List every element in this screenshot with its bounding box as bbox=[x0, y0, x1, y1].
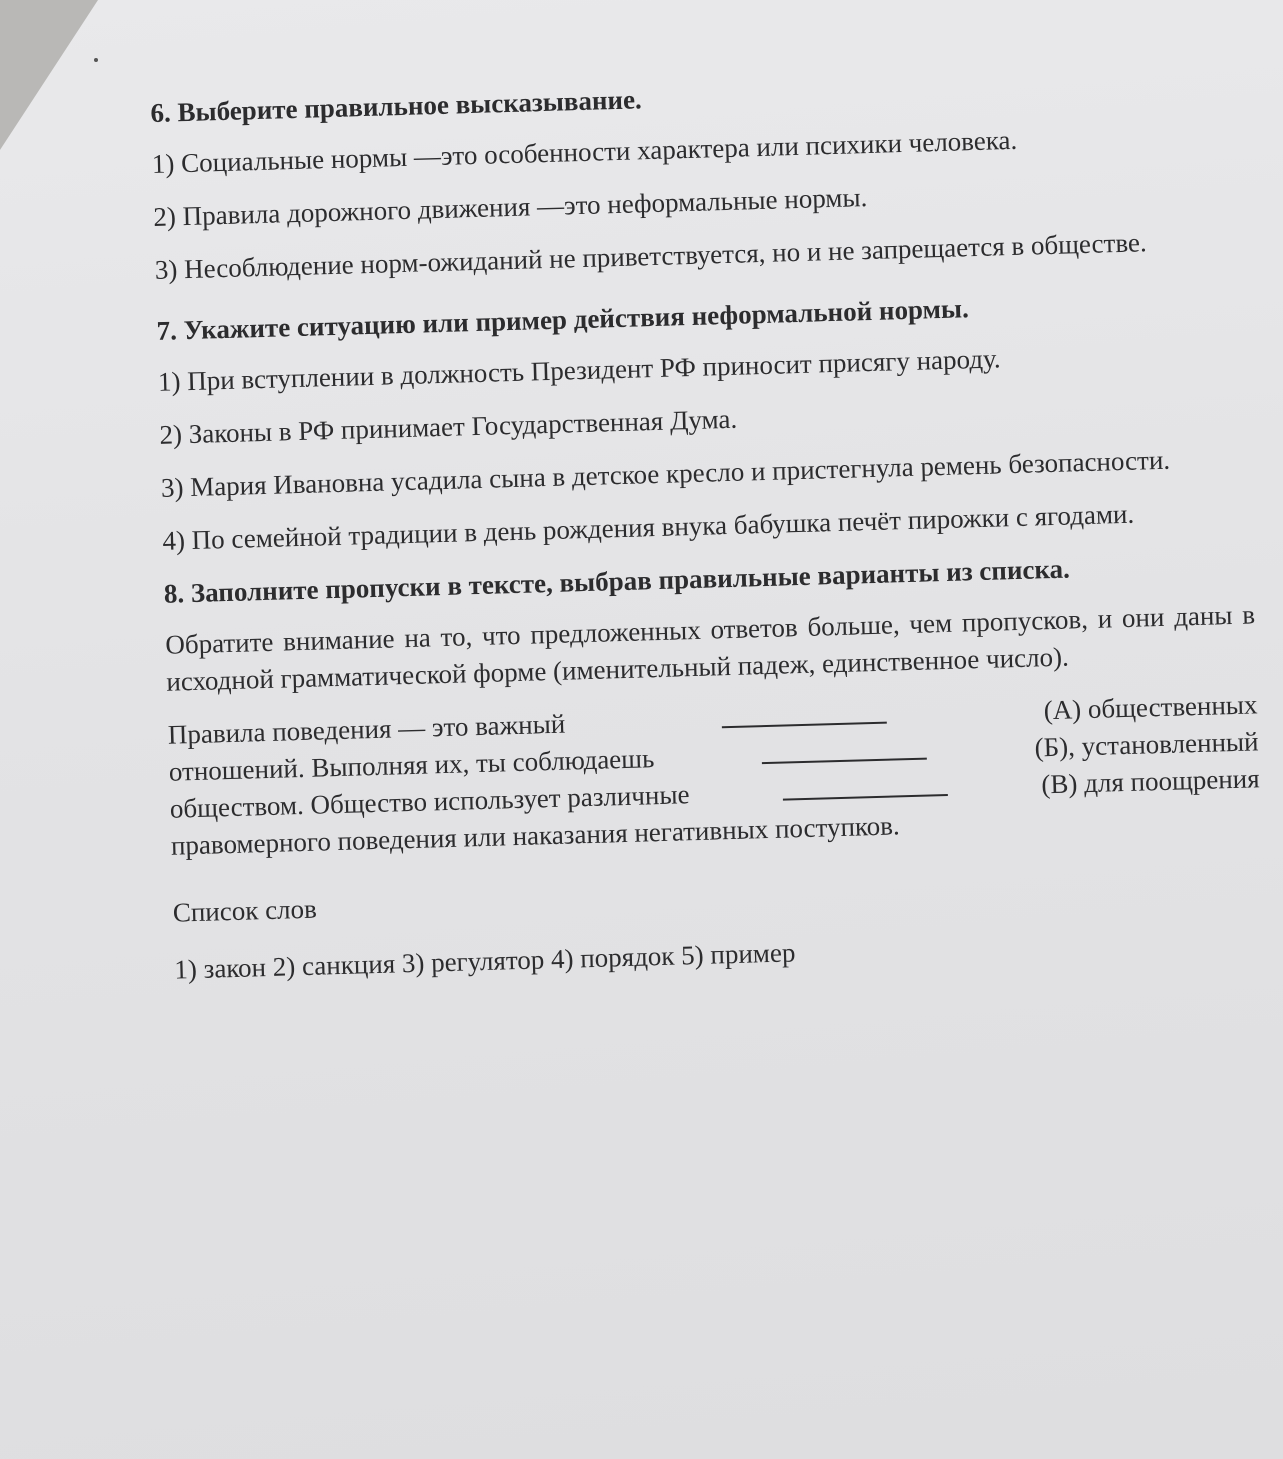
question-7-option-1: 1) При вступлении в должность Президент РФ приносит присягу народу. bbox=[157, 343, 1001, 397]
question-7 bbox=[156, 282, 1252, 559]
question-6-option-3: 3) Несоблюдение норм-ожиданий не приветствуется, но и не запрещается в обществе. bbox=[154, 227, 1148, 285]
question-8 bbox=[163, 545, 1264, 988]
fill-in-text bbox=[167, 686, 1261, 864]
question-7-title: 7. Укажите ситуацию или пример действия неформальной нормы. bbox=[156, 293, 970, 346]
fill-line-3-label: (В) для поощрения bbox=[1041, 763, 1260, 800]
blank-a[interactable] bbox=[722, 700, 888, 729]
document-content bbox=[150, 65, 1265, 989]
question-6 bbox=[150, 65, 1245, 289]
question-7-option-4: 4) По семейной традиции в день рождения внука бабушка печёт пирожки с ягодами. bbox=[162, 498, 1135, 556]
question-7-option-3: 3) Мария Ивановна усадила сына в детское кресло и пристегнула ремень безопасности. bbox=[160, 444, 1171, 503]
question-6-option-2: 2) Правила дорожного движения —это неформальные нормы. bbox=[152, 182, 868, 232]
fill-line-1-label: (А) общественных bbox=[1043, 689, 1258, 726]
fill-line-2-label: (Б), установленный bbox=[1034, 726, 1259, 763]
question-6-title: 6. Выберите правильное высказывание. bbox=[150, 84, 643, 128]
question-8-note: Обратите внимание на то, что предложенных ответов больше, чем пропусков, и они даны в исходной грамматической форме (именительный падеж, единственное число). bbox=[164, 599, 1256, 697]
fill-line-1-text: Правила поведения — это важный bbox=[167, 708, 566, 750]
word-list: 1) закон 2) санкция 3) регулятор 4) порядок 5) пример bbox=[174, 937, 796, 985]
fill-line-4: правомерного поведения или наказания негативных поступков. bbox=[170, 810, 901, 861]
question-6-option-1: 1) Социальные нормы —это особенности характера или психики человека. bbox=[151, 124, 1018, 179]
blank-v[interactable] bbox=[783, 772, 949, 801]
word-list-title: Список слов bbox=[172, 893, 318, 928]
question-7-option-2: 2) Законы в РФ принимает Государственная Дума. bbox=[159, 403, 738, 450]
paper-mark bbox=[94, 58, 98, 62]
fill-line-2-text: отношений. Выполняя их, ты соблюдаешь bbox=[168, 743, 655, 787]
fill-line-3-text: обществом. Общество использует различные bbox=[169, 779, 690, 824]
question-8-title: 8. Заполните пропуски в тексте, выбрав правильные варианты из списка. bbox=[163, 553, 1071, 609]
blank-b[interactable] bbox=[762, 736, 928, 765]
